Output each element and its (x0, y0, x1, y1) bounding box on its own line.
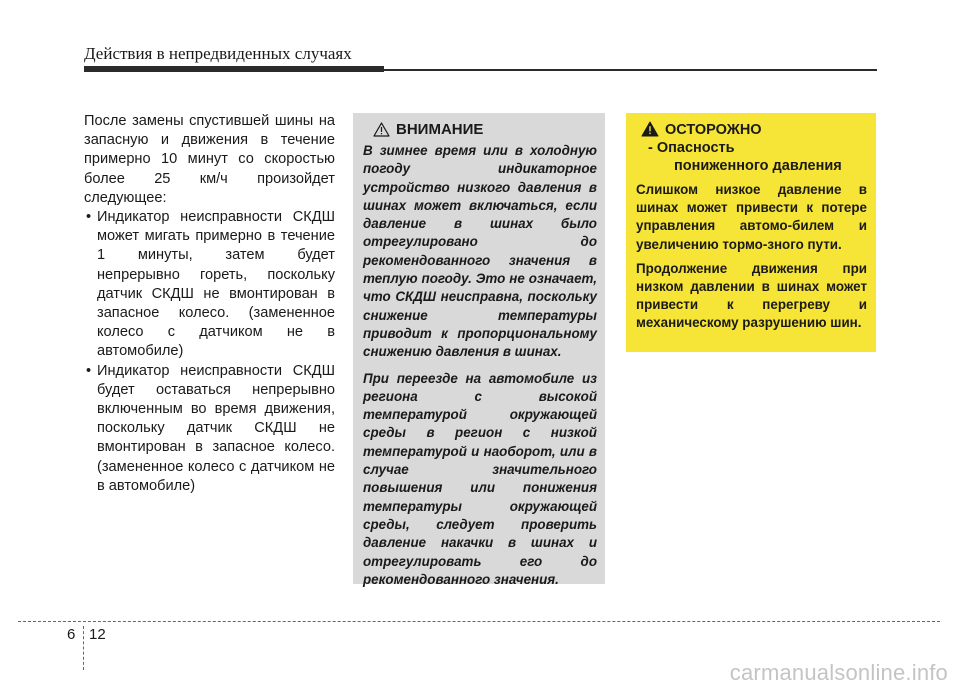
header-rule-thin (384, 69, 877, 71)
caution-paragraph: В зимнее время или в холодную погоду индикаторное устройство низкого давления в шинах может включаться, если давление в шинах было отрегулировано до рекомендованного значения в теплую погоду. Это не означает, что СКДШ неисправна, поскольку снижение температуры приводит к пропорциональному снижению давления в шинах. (363, 143, 597, 360)
page-header-title: Действия в непредвиденных случаях (84, 44, 352, 63)
footer-dashed-rule (18, 621, 940, 622)
caution-triangle-icon (373, 122, 390, 137)
watermark: carmanualsonline.info (729, 660, 948, 685)
caution-title: ВНИМАНИЕ (396, 121, 484, 138)
warning-subtitle: - Опасность (648, 140, 735, 156)
caution-paragraph: При переезде на автомобиле из региона с высокой температурой окружающей среды в регион с низкой температурой и наоборот, или в случае значительного повышения или понижения температуры окружающей среды, следует проверить давление накачки в шинах и отрегулировать его до рекомендованного значения. (363, 370, 597, 587)
warning-title: ОСТОРОЖНО (665, 122, 762, 138)
list-item (84, 362, 335, 496)
warning-header (641, 121, 867, 139)
caution-box (353, 113, 605, 587)
list-item (84, 208, 335, 362)
warning-subtitles (636, 139, 867, 175)
intro-paragraph: После замены спустившей шины на запасную и движения в течение примерно 10 минут со скоростью более 25 км/ч произойдет следующее: (84, 113, 335, 206)
bullet-marker: • (86, 209, 92, 226)
bullet-marker: • (86, 362, 92, 379)
list-item-text: Индикатор неисправности СКДШ будет оставаться непрерывно включенным во время движения, поскольку датчик СКДШ не вмонтирован в запасное колесо. (замененное колесо с датчиком не в автомобиле) (97, 362, 335, 494)
warning-triangle-icon (641, 121, 659, 137)
list-item-text: Индикатор неисправности СКДШ может мигать примерно в течение 1 минуты, затем будет непрерывно гореть, поскольку датчик СКДШ не вмонтирован в запасное колесо. (замененное колесо с датчиком не в автомобиле) (97, 209, 335, 360)
chapter-number: 6 (67, 626, 76, 643)
bullet-list (84, 208, 335, 496)
warning-paragraph: Слишком низкое давление в шинах может привести к потере управления автомо-билем и увеличению тормо-зного пути. (636, 182, 867, 252)
main-text-column (84, 112, 335, 496)
warning-box (626, 113, 876, 352)
header-rule-thick (84, 66, 384, 72)
page-number: 12 (89, 626, 106, 643)
warning-subtitle-continued: пониженного давления (674, 158, 842, 174)
caution-header (373, 121, 597, 138)
footer-dashed-divider (83, 626, 84, 670)
warning-paragraph: Продолжение движения при низком давлении в шинах может привести к перегреву и механическому разрушению шин. (636, 260, 867, 331)
warning-titles (665, 121, 762, 139)
